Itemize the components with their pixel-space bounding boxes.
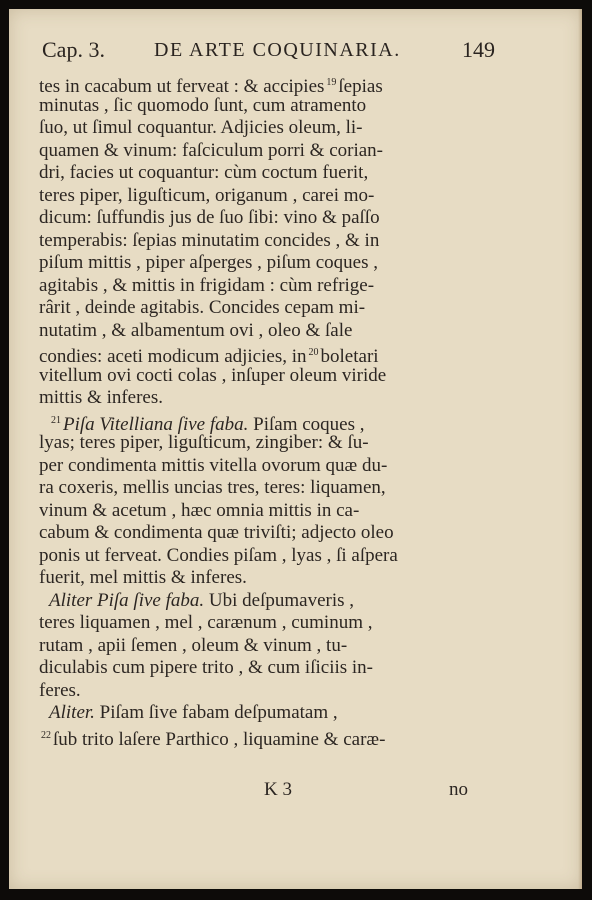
line-text: agitabis , & mittis in frigidam : cùm refrige- — [39, 274, 375, 296]
text-line — [39, 342, 489, 365]
line-text: ponis ut ferveat. Condies piſam , lyas , ſi aſpera — [39, 544, 398, 566]
text-line — [39, 680, 489, 703]
text-line — [39, 657, 489, 680]
line-text: teres liquamen , mel , carænum , cuminum , — [39, 612, 373, 633]
text-line — [39, 230, 489, 253]
text-line — [39, 185, 489, 208]
line-text: Ubi deſpumaveris , — [204, 589, 354, 611]
text-line — [39, 432, 489, 455]
line-text: quamen & vinum: faſciculum porri & corian- — [39, 139, 384, 161]
text-line — [39, 725, 489, 748]
line-text: tes in cacabum ut ferveat : & accipies — [39, 76, 325, 97]
text-line — [39, 297, 489, 320]
text-line — [39, 95, 489, 118]
text-line — [39, 117, 489, 140]
line-text: Piſam ſive fabam deſpumatam , — [94, 702, 338, 723]
text-line — [39, 477, 489, 500]
line-text: vinum & acetum , hæc omnia mittis in ca- — [39, 499, 360, 521]
chapter-label: Cap. 3. — [42, 37, 105, 62]
page-number: 149 — [462, 37, 495, 62]
text-line — [39, 590, 489, 613]
line-text: temperabis: ſepias minutatim concides , & in — [39, 229, 380, 251]
line-text: rârit , deinde agitabis. Concides cepam mi- — [39, 297, 366, 318]
line-text: teres piper, liguſticum, origanum , carei mo- — [39, 184, 375, 206]
text-line — [39, 140, 489, 163]
footnote-marker: 20 — [308, 347, 319, 358]
line-text: dri, facies ut coquantur: cùm coctum fuerit, — [39, 162, 369, 183]
text-line — [39, 252, 489, 275]
text-line — [39, 522, 489, 545]
line-text: dicum: ſuffundis jus de ſuo ſibi: vino & paſſo — [39, 207, 380, 228]
line-text: minutas , ſic quomodo ſunt, cum atramento — [39, 94, 367, 116]
footnote-marker: 21 — [51, 414, 61, 426]
italic-heading: Piſa Vitelliana ſive faba. — [63, 413, 249, 435]
text-line — [39, 207, 489, 230]
footnote-marker: 19 — [326, 77, 337, 88]
text-line — [39, 635, 489, 658]
line-text: diculabis cum pipere trito , & cum iſiciis in- — [39, 657, 374, 678]
line-text: rutam , apii ſemen , oleum & vinum , tu- — [39, 634, 348, 656]
text-line — [39, 612, 489, 635]
line-text: condies: aceti modicum adjicies, in — [39, 346, 307, 367]
book-page — [9, 9, 582, 889]
line-text: ſub trito laſere Parthico , liquamine & caræ- — [53, 728, 386, 750]
line-text: fuerit, mel mittis & inferes. — [39, 567, 247, 588]
text-line — [39, 387, 489, 410]
text-line — [39, 275, 489, 298]
text-line — [39, 567, 489, 590]
line-text: feres. — [39, 679, 81, 701]
text-line — [39, 320, 489, 343]
page-footer — [39, 779, 489, 803]
line-text: cabum & condimenta quæ triviſti; adjecto oleo — [39, 522, 394, 543]
running-title: DE ARTE COQUINARIA. — [154, 39, 401, 61]
footnote-marker: 22 — [41, 729, 51, 741]
line-text: mittis & inferes. — [39, 387, 164, 408]
line-text: Piſam coques , — [248, 413, 365, 435]
text-line — [39, 500, 489, 523]
italic-heading: Aliter. — [49, 702, 95, 723]
line-text: nutatim , & albamentum ovi , oleo & ſale — [39, 319, 353, 341]
italic-heading: Aliter Piſa ſive faba. — [49, 589, 205, 611]
line-text: boletari — [320, 346, 379, 367]
text-line — [39, 72, 489, 95]
text-line — [39, 455, 489, 478]
text-line — [39, 702, 489, 725]
line-text: piſum mittis , piper aſperges , piſum coques , — [39, 252, 378, 273]
line-text: vitellum ovi cocti colas , inſuper oleum viride — [39, 364, 387, 386]
line-text: ra coxeris, mellis uncias tres, teres: liquamen, — [39, 477, 386, 498]
line-text: lyas; teres piper, liguſticum, zingiber: & ſu- — [39, 432, 369, 453]
line-text: ſuo, ut ſimul coquantur. Adjicies oleum, li- — [39, 117, 363, 138]
text-line — [39, 545, 489, 568]
running-header — [42, 37, 572, 67]
body-text — [39, 72, 489, 750]
text-line — [39, 410, 489, 433]
line-text: ſepias — [338, 76, 383, 97]
line-text: per condimenta mittis vitella ovorum quæ du- — [39, 454, 388, 476]
signature-mark: K 3 — [264, 779, 292, 800]
catchword: no — [449, 779, 468, 800]
text-line — [39, 162, 489, 185]
text-line — [39, 365, 489, 388]
